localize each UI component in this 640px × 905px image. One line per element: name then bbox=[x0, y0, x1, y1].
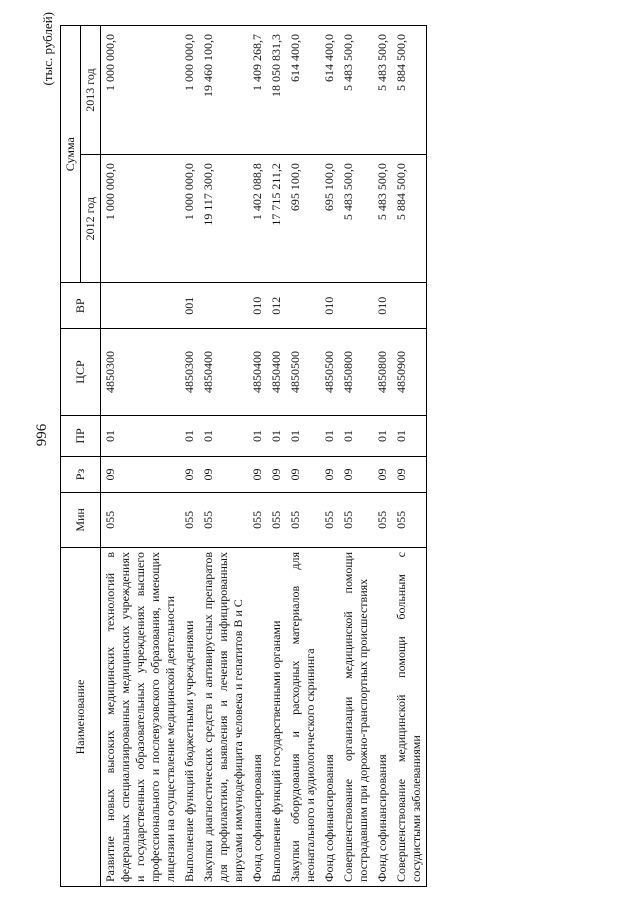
row-2012: 17 715 211,2 bbox=[267, 155, 286, 283]
row-rz: 09 bbox=[373, 457, 392, 493]
row-pr: 01 bbox=[101, 415, 181, 456]
table-row bbox=[248, 26, 267, 887]
row-min: 055 bbox=[267, 492, 286, 547]
row-2013: 1 000 000,0 bbox=[101, 26, 181, 155]
row-2013: 5 483 500,0 bbox=[339, 26, 373, 155]
row-csr: 4850400 bbox=[267, 329, 286, 416]
row-rz: 09 bbox=[248, 457, 267, 493]
row-rz: 09 bbox=[267, 457, 286, 493]
row-2012: 5 483 500,0 bbox=[373, 155, 392, 283]
row-2013: 1 409 268,7 bbox=[248, 26, 267, 155]
row-2012: 1 402 088,8 bbox=[248, 155, 267, 283]
row-vr: 012 bbox=[267, 283, 286, 329]
row-pr: 01 bbox=[320, 415, 339, 456]
row-2013: 5 483 500,0 bbox=[373, 26, 392, 155]
row-rz: 09 bbox=[199, 457, 248, 493]
row-rz: 09 bbox=[392, 457, 427, 493]
header-2013: 2013 год bbox=[81, 26, 101, 155]
row-name: Совершенствование медицинской помощи больным с сосудистыми заболеваниями bbox=[392, 548, 427, 887]
row-csr: 4850800 bbox=[373, 329, 392, 416]
row-min: 055 bbox=[286, 492, 320, 547]
header-vr: ВР bbox=[61, 283, 101, 329]
row-vr bbox=[339, 283, 373, 329]
row-2012: 19 117 300,0 bbox=[199, 155, 248, 283]
row-rz: 09 bbox=[339, 457, 373, 493]
row-2013: 614 400,0 bbox=[286, 26, 320, 155]
row-vr: 001 bbox=[180, 283, 199, 329]
header-sum: Сумма bbox=[61, 26, 81, 283]
row-name: Выполнение функций бюджетными учреждениями bbox=[180, 548, 199, 887]
row-name: Закупки оборудования и расходных материалов для неонатального и аудиологического скрининга bbox=[286, 548, 320, 887]
row-csr: 4850300 bbox=[180, 329, 199, 416]
table-row bbox=[373, 26, 392, 887]
row-2012: 5 884 500,0 bbox=[392, 155, 427, 283]
table-row bbox=[199, 26, 248, 887]
row-csr: 4850300 bbox=[101, 329, 181, 416]
row-2013: 1 000 000,0 bbox=[180, 26, 199, 155]
row-rz: 09 bbox=[286, 457, 320, 493]
row-2013: 19 460 100,0 bbox=[199, 26, 248, 155]
row-pr: 01 bbox=[180, 415, 199, 456]
row-pr: 01 bbox=[286, 415, 320, 456]
row-min: 055 bbox=[339, 492, 373, 547]
row-pr: 01 bbox=[199, 415, 248, 456]
row-min: 055 bbox=[199, 492, 248, 547]
row-vr bbox=[392, 283, 427, 329]
row-vr bbox=[199, 283, 248, 329]
row-name: Фонд софинансирования bbox=[248, 548, 267, 887]
row-vr: 010 bbox=[248, 283, 267, 329]
row-vr: 010 bbox=[373, 283, 392, 329]
table-row bbox=[101, 26, 181, 887]
row-name: Фонд софинансирования bbox=[320, 548, 339, 887]
row-csr: 4850400 bbox=[248, 329, 267, 416]
row-name: Фонд софинансирования bbox=[373, 548, 392, 887]
row-csr: 4850500 bbox=[286, 329, 320, 416]
budget-table bbox=[60, 25, 427, 887]
row-pr: 01 bbox=[248, 415, 267, 456]
header-min: Мин bbox=[61, 492, 101, 547]
row-rz: 09 bbox=[101, 457, 181, 493]
row-name: Закупки диагностических средств и антивирусных препаратов для профилактики, выявления и лечения инфицированных вирусами иммунодефицита человека и гепатитов В и С bbox=[199, 548, 248, 887]
table-row bbox=[267, 26, 286, 887]
row-min: 055 bbox=[101, 492, 181, 547]
row-2012: 1 000 000,0 bbox=[180, 155, 199, 283]
row-rz: 09 bbox=[180, 457, 199, 493]
table-row bbox=[180, 26, 199, 887]
row-vr: 010 bbox=[320, 283, 339, 329]
table-body bbox=[101, 26, 427, 887]
row-vr bbox=[286, 283, 320, 329]
row-csr: 4850400 bbox=[199, 329, 248, 416]
row-min: 055 bbox=[180, 492, 199, 547]
header-2012: 2012 год bbox=[81, 155, 101, 283]
table-row bbox=[320, 26, 339, 887]
row-min: 055 bbox=[392, 492, 427, 547]
row-name: Совершенствование организации медицинской помощи пострадавшим при дорожно-транспортных происшествиях bbox=[339, 548, 373, 887]
row-2013: 614 400,0 bbox=[320, 26, 339, 155]
units-label: (тыс. рублей) bbox=[40, 12, 55, 86]
table-row bbox=[286, 26, 320, 887]
header-pr: ПР bbox=[61, 415, 101, 456]
row-pr: 01 bbox=[373, 415, 392, 456]
row-pr: 01 bbox=[267, 415, 286, 456]
row-min: 055 bbox=[373, 492, 392, 547]
row-vr bbox=[101, 283, 181, 329]
row-min: 055 bbox=[248, 492, 267, 547]
row-name: Развитие новых высоких медицинских технологий в федеральных специализированных медицинских учреждениях и государственных образовательных учреждениях высшего профессионального и послевузовского образования, имеющих лицензии на осуществление медицинской деятельности bbox=[101, 548, 181, 887]
row-pr: 01 bbox=[339, 415, 373, 456]
row-csr: 4850900 bbox=[392, 329, 427, 416]
header-name: Наименование bbox=[61, 548, 101, 887]
row-2013: 18 050 831,3 bbox=[267, 26, 286, 155]
row-min: 055 bbox=[320, 492, 339, 547]
row-2012: 5 483 500,0 bbox=[339, 155, 373, 283]
table-row bbox=[392, 26, 427, 887]
row-2012: 1 000 000,0 bbox=[101, 155, 181, 283]
row-2012: 695 100,0 bbox=[320, 155, 339, 283]
page-number: 996 bbox=[34, 423, 50, 447]
row-pr: 01 bbox=[392, 415, 427, 456]
header-csr: ЦСР bbox=[61, 329, 101, 416]
row-csr: 4850500 bbox=[320, 329, 339, 416]
row-csr: 4850800 bbox=[339, 329, 373, 416]
row-2013: 5 884 500,0 bbox=[392, 26, 427, 155]
table-row bbox=[339, 26, 373, 887]
row-rz: 09 bbox=[320, 457, 339, 493]
row-2012: 695 100,0 bbox=[286, 155, 320, 283]
header-rz: Рз bbox=[61, 457, 101, 493]
row-name: Выполнение функций государственными органами bbox=[267, 548, 286, 887]
